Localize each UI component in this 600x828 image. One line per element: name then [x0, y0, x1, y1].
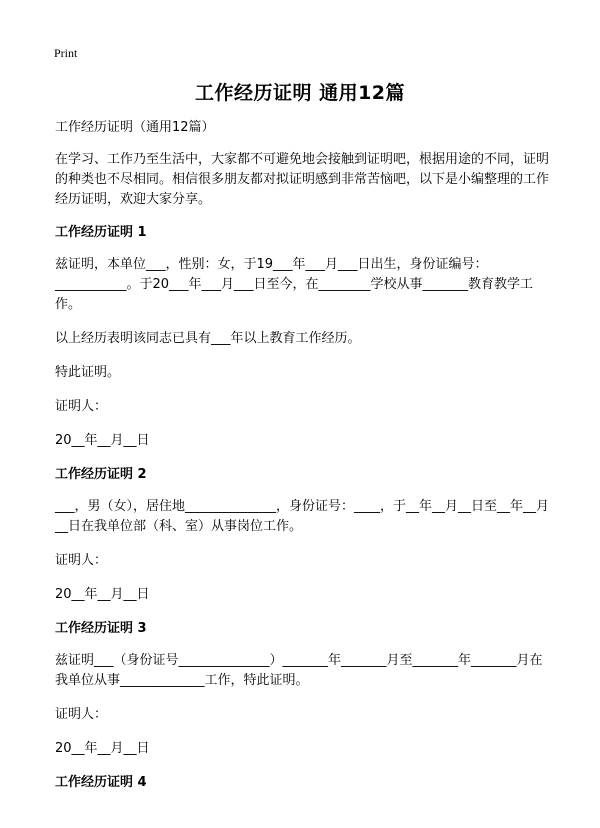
section-1-date-line: 20__年__月__日 [55, 433, 150, 448]
section-2-signer-label: 证明人： [55, 553, 108, 568]
section-heading-4: 工作经历证明 4 [55, 775, 147, 790]
section-heading-3: 工作经历证明 3 [55, 621, 147, 636]
section-3-paragraph-1: 兹证明___（身份证号______________）_______年_______月至_______年_______月在我单位从事_____________工作，特此证明。 [55, 653, 543, 688]
section-2-date-line: 20__年__月__日 [55, 587, 150, 602]
section-1-paragraph-2: 以上经历表明该同志已具有___年以上教育工作经历。 [55, 331, 361, 346]
print-link[interactable]: Print [54, 46, 78, 60]
section-1-paragraph-1: 兹证明，本单位___，性别：女，于19___年___月___日出生，身份证编号：___________。于20___年___月___日至今，在________学校从事_______教育教学工作。 [55, 257, 534, 312]
document-body [55, 118, 551, 805]
section-1-paragraph-3: 特此证明。 [55, 365, 121, 380]
section-heading-1: 工作经历证明 1 [55, 225, 147, 240]
section-heading-2: 工作经历证明 2 [55, 467, 147, 482]
page-title: 工作经历证明 通用12篇 [194, 82, 406, 104]
intro-paragraph: 在学习、工作乃至生活中，大家都不可避免地会接触到证明吧，根据用途的不同，证明的种类也不尽相同。相信很多朋友都对拟证明感到非常苦恼吧，以下是小编整理的工作经历证明，欢迎大家分享。 [55, 152, 550, 207]
section-3-date-line: 20__年__月__日 [55, 741, 150, 756]
section-2-paragraph-1: ___，男（女），居住地______________，身份证号：____，于__年__月__日至__年__月__日在我单位部（科、室）从事岗位工作。 [55, 499, 550, 534]
section-3-signer-label: 证明人： [55, 707, 108, 722]
document-subtitle: 工作经历证明（通用12篇） [55, 120, 215, 135]
section-1-signer-label: 证明人： [55, 399, 108, 414]
